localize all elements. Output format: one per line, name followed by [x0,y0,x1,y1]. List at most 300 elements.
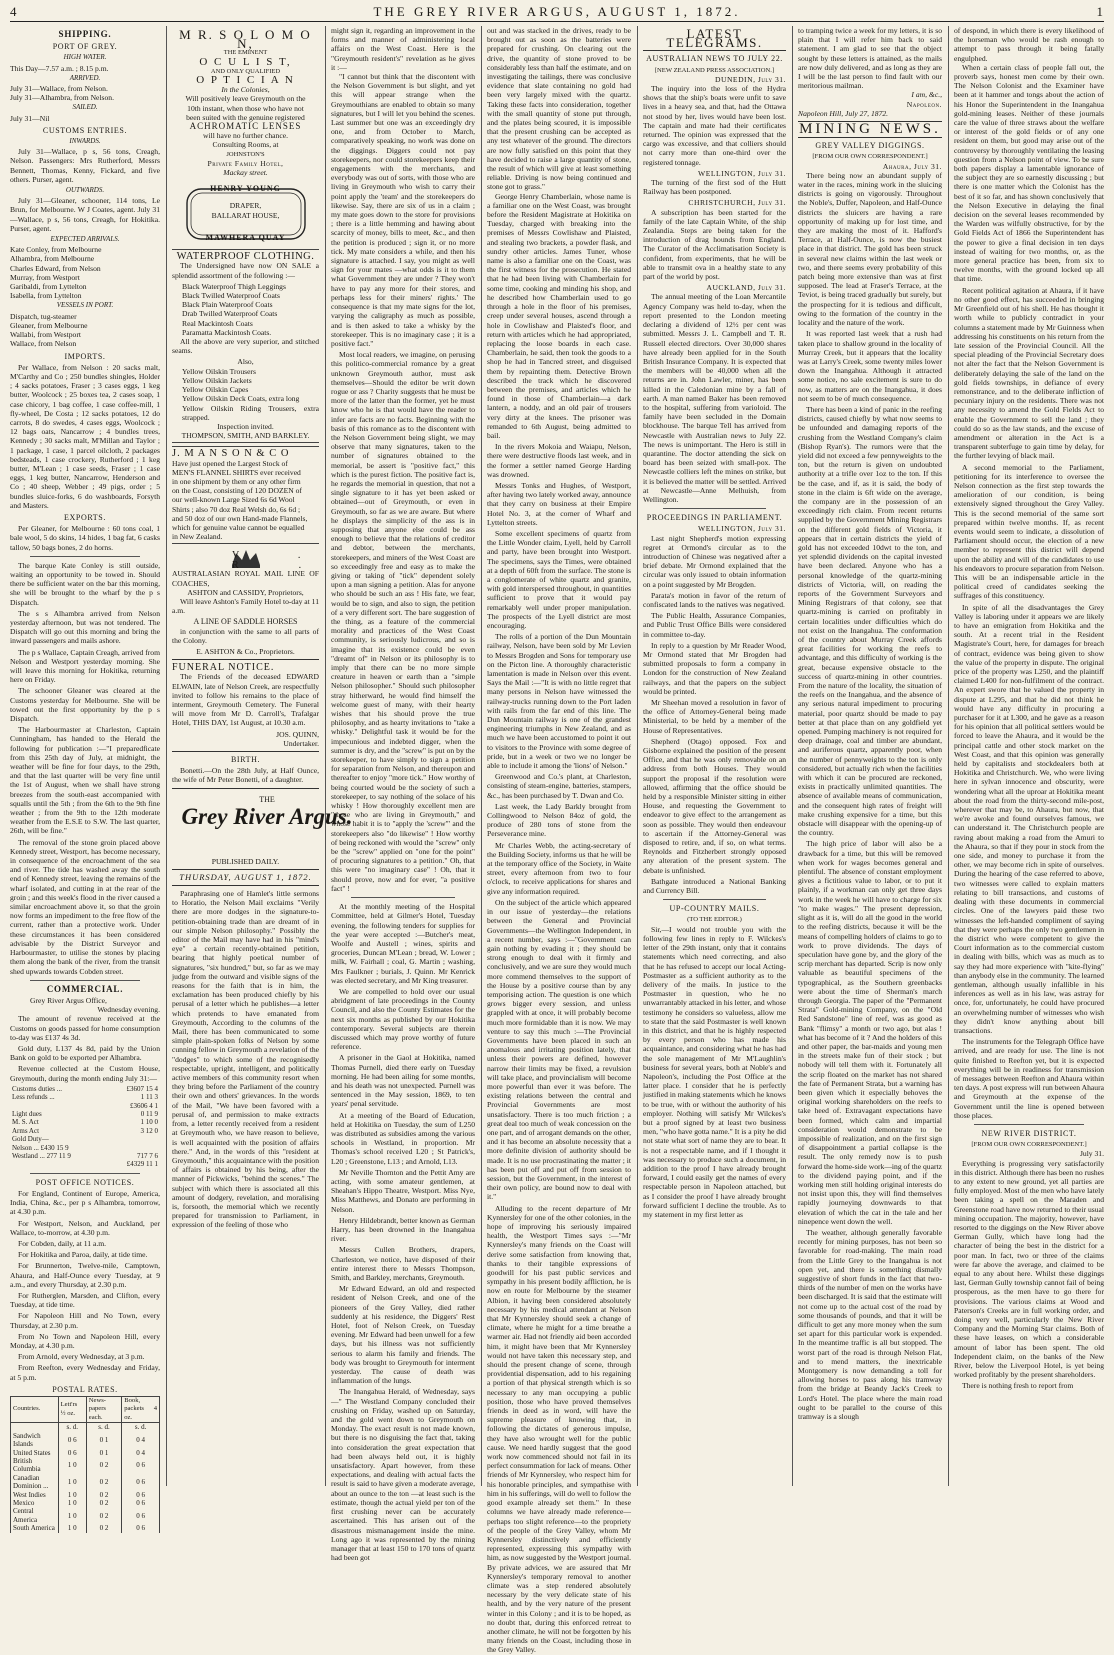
saddle-text: in conjunction with the same to all parts of the Colony. [172,626,319,645]
manson-line: and 50 doz of our own Hand-made Flannels, [172,513,308,523]
imports-heading: IMPORTS. [64,351,106,361]
optician-hotel: Private Family Hotel, [207,158,284,168]
postal-header-cell: Countries. [11,1397,59,1423]
expected-item: Garibaldi, from Lyttelton [10,282,87,292]
optician-oculist: O C U L I S T, [199,55,292,68]
post-notice: From Arnold, every Wednesday, at 3 p.m. [18,1352,145,1362]
optician-optician: O P T I C I A N [196,74,295,87]
column-6 [798,26,942,1488]
news-para: out and was stacked in the drives, ready to be brought out as soon as the batteries were prepared for crushing. On clearing out the drive, the quantity of stone proved to be considerably less than half the estimate, and on investigating the tailings, there was conclusive evidence that slate containing no gold had been very largely mixed with the quartz. Taking these facts into consideration, together with the small quantity of stone put through, and the plates being scoured, it is impossible that the present crushing can be accepted as any test whatever of the ground. The directors are now fully satisfied on this point that they have decided to raise a large quantity of stone, the result of which will give at least something reliable. Driving is now being continued and stone got to grass." [487,26,631,192]
outwards-text: July 31—Gleaner, schooner, 114 tons, Le Brun, for Melbourne. W J Coates, agent. July 31—Wallace, p s, 56 tons, Creagh, for Hokitika. Purser, agent. [10,196,160,233]
funeral-notice [172,663,319,748]
revenue-row [10,1085,160,1093]
port-heading: PORT OF GREY. [52,42,118,52]
optician-consulting: Consulting Rooms, at [212,140,279,150]
postal-row [11,1524,160,1532]
mining-correspondent: [FROM OUR OWN CORRESPONDENT.] [812,153,928,161]
nameplate-title: Grey River Argus. [181,803,353,829]
postal-unit-cell: s. d. [86,1423,121,1432]
postal-cell: United States [11,1449,59,1457]
column-rule [637,26,638,1486]
postal-header-cell: News-papers each. [86,1397,121,1423]
stamp-top-text: HENRY YOUNG [210,184,281,194]
column-rule [792,26,793,1486]
revenue-item: Arms Act [12,1126,40,1135]
news-para: Mr Neville Thornton and the Pettit Amy are acting, with some amateur gentlemen, at Sheahan's Hippo Theatre, Westport. Miss Nye, Miss Matthews, and Donato are performing in Nelson. [331,1167,475,1214]
outwards-label: OUTWARDS. [65,186,105,195]
waterproof-item: Yellow Oilskin Trousers [182,366,256,376]
revenue-item: Customs duties ... [12,1084,62,1093]
news-para: Greenwood and Co.'s plant, at Charleston, consisting of steam-engine, batteries, stampers, &c., has been purchased by T. Dwan and Co. [487,772,631,800]
manson-line: our well-known Large Sized 6s 6d Wool [172,495,295,505]
inwards-label: INWARDS. [69,137,101,146]
arrival-item: July 31—Alhambra, from Nelson. [10,93,114,103]
telegram-text: The inquiry into the loss of the Hydra shows that the ship's boats were unfit to save lives in a heavy sea, and that, had the Ottawa not stood by her, lives would have been lost. The captain and mate had their certificates returned. The opinion was expressed that the cargo was excessive, and that colliers should not carry more than one-third over the registered tonnage. [643,84,786,167]
waterproof-item: Black Twilled Waterproof Coats [182,291,280,301]
divider [30,1173,140,1174]
postal-cell: 0 2 [86,1474,121,1491]
telegram-place: WELLINGTON, July 31. [698,168,786,178]
divider [663,899,766,900]
postal-cell: 0 2 [86,1507,121,1524]
masthead-title: THE GREY RIVER ARGUS, AUGUST 1, 1872. [373,4,741,19]
news-para: At the monthly meeting of the Hospital Committee, held at Gilmer's Hotel, Tuesday evening, the following tenders for supplies for the year were accepted :—Butcher's meat, Woolfe and Austell ; wines, spirits and groceries, Duncan M'Lean ; bread, W. Lower ; milk, W. Fairhall ; coal, G. Martin ; washing, Mrs Faulkner ; burials, J. Quinn. Mr Kenrick was elected secretary, and Mr King treasurer. [331,902,475,985]
postal-unit-cell: s. d. [122,1423,160,1432]
news-para: We are compelled to hold over our usual abridgment of late proceedings in the County Council, and also the County Estimates for the next six months as published by our Hokitika contemporary. Several subjects are therein discussed which may prove worthy of future reference. [331,986,475,1052]
expected-label: EXPECTED ARRIVALS. [50,235,120,244]
news-para: The Inangahua Herald, of Wednesday, says—" The Westland Company concluded their crushing on Friday, washed up on Saturday, and the gold went down to Greymouth on Monday. The exact result is not made known, but there is no disguising the fact that, taking into consideration the great expectation that had been always held out, it is highly unsatisfactory. Apart however, from these expectations, and dealing with actual facts the result is said to have given a moderate average, about an ounce to the ton —at least such is the estimate, though the actual yield per ton of the first crushing never can be accurately ascertained. This has arisen out of the disastrous mismanagement inside the mine. Long ago it was represented by the mining manager that at least 150 to 170 tons of quartz had been got [331,1387,475,1563]
postal-cell: 0 6 [122,1491,160,1499]
postal-cell: 1 0 [58,1499,86,1507]
in-port-label: VESSELS IN PORT. [56,301,114,310]
postal-units-row [11,1423,160,1432]
telegrams-heading: LATEST TELEGRAMS. [666,26,763,51]
news-para: On the subject of the article which appeared in our issue of yesterday—the relations between the General and Provincial Governments—the Wellington Independent, in a recent number, says :—"Government can gain nothing by evading it ; they should be strong enough to deal with it firmly and conclusively, and we are sure they would much more commend themselves to the support of the House by a positive course than by any temporising action. The question is one which grows bigger every session, and unless grappled with at once, it will probably become much more formidable than it is now. We may venture to say this much :—The Provincial Governments have been placed in such an anomalous and irritating position lately, that unless their powers are defined, however narrow their limits may be fixed, a revulsion will take place, and provincialism will become more powerful than ever it was before. The existing relations between the central and Provincial Governments are most unsatisfactory. There is too much friction ; a great deal too much of weak concession on the one part, and of arrogant demands on the other, and it has become an absolute necessity that a more definite division of authority should be made. It is no use procrastinating the matter ; it has been put off and put off from session to session, but the Government, in the interest of their own policy, are bound now to deal with it." [487,897,631,1202]
news-para: In the rivers Mokoia and Waiapu, Nelson, there were destructive floods last week, and in the former a settler named George Harding was drowned. [487,442,631,479]
manson-line: which for genuine value cannot be equalled [172,522,305,532]
waterproof-item: Paramatta Mackintosh Coats. [182,327,272,337]
waterproof-note: All the above are very superior, and stitched seams. [172,337,319,356]
saddle-title: A LINE OF SADDLE HORSES [193,617,298,627]
news-para: Messrs Cullen Brothers, drapers, Charleston, we notice, have disposed of their entire interest there to Messrs Thompson, Smith, and Barkley, merchants, Greymouth. [331,1245,475,1283]
news-para: The rolls of a portion of the Dun Mountain railway, Nelson, have been sold by Mr Levien to Messrs Brogden and Sons for temporary use on the Picton line. A thoroughly characteristic lamentation is made in Nelson over this event. Says the Mail :—"It is with no little regret that many persons in Nelson have witnessed the railway-trucks running down to the Port laden with rails from the far end of this line. The Dun Mountain railway is one of the grandest engineering triumphs in New Zealand, and as much we have been accustomed to point it out to visitors to the Province with some degree of pride, but in a week or two we no longer be able to include it among the 'lions' of Nelson." [487,632,631,771]
telegrams-subheading: AUSTRALIAN NEWS TO JULY 22. [646,54,783,64]
sailed-item: July 31—Nil [10,113,50,123]
in-port-item: Wallace, from Nelson [10,339,77,349]
published-daily: PUBLISHED DAILY. [211,856,280,866]
birth-text: Bonetti.—On the 28th July, at Half Ounce, the wife of Mr Peter Bonetti, of a daughter. [172,766,319,785]
revenue-row [10,1110,160,1118]
revenue-amount: 1 11 3 [140,1093,158,1102]
mails-letter: Sir,—I would not trouble you with the following few lines in reply to F. Wilckes's letter of the 29th instant, only that it contains statements which need correcting, and also that he has refused to accept our local Acting-Postmaster as a sufficient authority as to the delivery of the mails. In justice to the Postmaster in question, who he no unwarrantably attacked in his letter, and whose testimony he considers so valueless, allow me to state that the said Postmaster is well known in this district, and that he is highly respected by every person who has made his acquaintance, and considering what he has had the sole management of Mr M'Laughlin's business for several years, both at Noble's and Napoleon's, including the Post Office at the latter place. I consider that he is perfectly justified in making statements which he knows to be true, with or without the authority of his employer. Nothing will satisfy Mr Wilckes's but a proof signed by at least two business men, "who have gotta name." It is a pity he did not state what sort of name they are to bear. It is not a respectable name, and if I thought it was necessary to produce such a document, in addition to the proof I have already brought forward, I could easily get the names of every respectable person in Napoleon attached, but as I consider the proof I have already brought forward sufficient I decline the trouble. As to my statement in my first letter as [643,924,786,1219]
manson-title: J. M A N S O N & C O [172,448,290,460]
arrival-item: July 31—Wallace, from Nelson. [10,84,108,94]
sailed-label: SAILED. [72,103,98,112]
parliament-heading: PROCEEDINGS IN PARLIAMENT. [646,513,783,523]
optician-lenses: ACHROMATIC LENSES [189,121,302,132]
mining-para: Recent political agitation at Ahaura, if it have no other good effect, has succeeded in bringing Mr Greenfield out of his shell. He has thought it worth while to publicly contradict in your columns a statement made by Mr Guinness when addressing his constituents on his return from the late session of the Provincial Council. All the special pleading of the Provincial Secretary does not alter the fact that the Nelson Government is deliberately delaying the sale of the land on the gold fields townships, in defiance of every remonstrance, and to the deliberate infliction of pecuniary injury on the residents. There was not any necessity to amend the Gold Fields Act to enable the Government to sell the land ; they could do so as the law stands, and the excuse of amendment or alteration in the Act is a transparent subterfuge to gain time by delay, for the further levying of black mail. [954,285,1104,461]
mining-para: of despond, in which there is every likelihood of the horseman who would be rash enough to attempt to pass through it being fatally engulphed. [954,26,1104,63]
commercial-para: Revenue collected at the Custom House, Greymouth, during the month ending July 31:— [10,1064,160,1083]
news-para: Messrs Tonks and Hughes, of Westport, after having two lately worked away, announce that they carry on business at their Empire Hotel No. 3, at the corner of Wharf and Lyttelton streets. [487,480,631,527]
editorial-para: "I cannot but think that the discontent with the Nelson Government is but slight, and yet this will appear strange when the Greymouthians are enabled to obtain so many signatures, but I will let you behind the scenes. Last summer but one was an exceedingly dry one, and from October to March, comparatively speaking, no work was done on the diggings. Diggers could not pay storekeepers, nor could storekeepers keep their engagements with the merchants, and everybody was out of sorts, with those who are living in Greymouth who wish to carry their point apply the 'team' and the storekeepers do likewise. Say, there are six of us in a claim ; my mate goes down to the store for provisions ; there is a little hemming and hawing about scarcity of money, bills to meet, &c., and then the petition is produced ; sign it, or no more tick. My mate considers a while, and then his signature is attached. I say, you might as well sign for your mates —what odds is it to them what Government they are under ? They won't have to pay any more for their stores, and perhaps less for their miners' rights.' The consequence is that my mate signs for the lot, varying the caligraphy as much as possible, and is then asked to take a whisky by the storekeeper. This is no imaginary case ; it is a positive fact." [331,72,475,348]
postal-cell: 0 6 [122,1474,160,1491]
postal-cell: Mexico [11,1499,59,1507]
parliament-para: Bathgate introduced a National Banking and Currency Bill. [643,876,786,896]
divider [172,885,319,886]
postal-cell: 0 4 [122,1449,160,1457]
editorial-para: Paraphrasing one of Hamlet's little sermons to Horatio, the Nelson Mail exclaims "Verily there are more dodges in the signature-to-petition-obtaining trade than are dreamt of in our simple Nelson philosophy." Possibly the editor of the Mail may have had in his "mind's eye" a certain recently-obtained petition, bearing that highly poetical number of signatures, "six hundred," but, so far as we may judge from the outward and visible signs of the reasons for the faith that is in him, the exclamation has been produced chiefly by his perusal of a letter which he publishes—a letter which pretends to have emanated from Greymouth, According to the columns of the Mail, there has been communicated to some simple plain-spoken folks of Nelson by some cunning fellow in Greymouth a revelation of the "dodges" to which some of the recognisedly respectable, upright, intelligent, and politically active members of this community resort when they bring before the Parliament of the country their own and others' grievances. In the words of the Mail, "We have been favored with a perusal of, and permission to make extracts from, a letter recently received from a resident at Greymouth who, we have reason to believe, is well acquainted with the position of affairs there." And, in the words of this "resident at Greymouth," this acquaintance with the position of affairs is obtained by his being, after the manner of Pickwicks, "behind the scenes." The subject with which there is associated all this amount of dodgery, revelation, and moralising is, forsooth, the memorial which we recently prepared for transmission to Parliament, in expression of the feeling of those who [172,889,319,1230]
manson-line: Shirts ; also 70 doz Real Welsh do, 6s 6d ; [172,504,301,514]
commercial-date: Wednesday evening. [97,1005,160,1015]
postal-cell: Sandwich Islands [11,1432,59,1449]
commercial-office: Grey River Argus Office, [30,995,107,1005]
postal-header-cell: Lett'rs ½ oz. [58,1397,86,1423]
mining-heading: MINING NEWS. [799,121,941,138]
nameplate-the: THE [259,794,275,804]
post-notice: For Cobden, daily, at 11 a.m. [18,1239,107,1249]
waterproof-item: Yellow Oilskin Jackets [182,375,252,385]
postal-cell: 0 6 [122,1507,160,1524]
new-river-correspondent: [FROM OUR OWN CORRESPONDENT.] [971,1141,1087,1149]
commercial-heading: COMMERCIAL. [46,983,124,994]
mining-para: It was reported last week that a rush had taken place to shallow ground in the locality of Murray Creek, but it appears that the locality was at Larry's Creek, some twenty miles lower down the Inangahua. Although it attracted some notice, no sale excitement is sure to do now, as matters are on the Inangahua, it does not seem to be of much consequence. [798,329,942,403]
postal-cell: 0 1 [86,1449,121,1457]
postal-row [11,1507,160,1524]
column-rule [166,26,167,1486]
revenue-item [10,1160,106,1168]
column-rule [325,26,326,1486]
postal-rates-table [10,1396,160,1533]
mining-para: There being now an abundant supply of water in the races, mining work in the sluicing districts is going on vigorously. Throughout the Noble's, Duffer, Napoleon, and Half-Ounce districts the sluicers are having a rare opportunity of making up for lost time, and they are making the most of it. Hafford's Terrace, at Half-Ounce, is now the busiest place in that district. The gold has been struck in several new claims within the last week or two, and there seems every probability of this patch being more extensive than was at first supposed. The lead at Fraser's Terrace, at the Teviot, is being traced gradually but surely, but the prospecting for it is tedious and difficult, owing to the formation of the country in the locality and the nature of the work. [798,170,942,328]
mining-para: The weather, although generally favorable recently for mining purposes, has not been so favorable for road-making. The main road from the Little Grey to the Inangahua is not open yet, and there is something dismally suggestive of short funds in the fact that two-thirds of the number of men on the works have been discharged. It is said that the estimate will not come up to the actual cost of the road by some thousands of pounds, and that it will be difficult to get any more money when the sum set apart for this particular work is expended. In the meantime traffic is all but stopped. The worst part of the road is through Nelson Flat, and to mend matters, the inextricable Montgomery is now demanding a toll for allowing horses to pass along his tramway from the bridge at Beandy Jack's Creek to Lord's Hotel. The place where the main road ought to be parallel to the course of this tramway is a slough [798,1228,942,1422]
postal-row [11,1457,160,1474]
stamp-mid2-text: BALLARAT HOUSE, [211,211,280,221]
telegram-text: A subscription has been started for the family of the late Captain White, of the ship Zealandia. Steps are being taken for the introduction of drag hounds from England. The Curator of the Acclimatisation Society is confident, from experiments, that he will be able to transmit ova in a healthy state to any part of the world by post. [643,207,786,282]
mining-subheading: GREY VALLEY DIGGINGS. [815,141,925,151]
optician-qualified: AND ONLY QUALIFIED [210,67,281,75]
postal-cell: 0 2 [86,1499,121,1507]
arrived-label: ARRIVED. [69,73,101,82]
parliament-para: Shepherd (Otago) opposed. Fox and Gisborne explained the position of the present Office, and that he was only removable on an address from both Houses. They would support the proposal if the resolution were allowed, affirming that the office should be held by a responsible Minister sitting in either House, and requesting the Government to endeavor to give effect to the arrangement as soon as possible. They would then endeavour to ascertain if the Attorney-General was disposed to retire, and, if so, on what terms. Reynolds and Fitzherbert strongly opposed any alteration of the present system. The debate is unfinished. [643,736,786,875]
coach-signature: E. ASHTON & Co., Proprietors. [196,646,295,656]
funeral-role: Undertaker. [283,738,319,748]
manson-line: in New Zealand. [172,532,223,542]
revenue-amount: 3 12 0 [140,1126,158,1135]
news-para: Mr Edward Edward, an old and respected resident of Nelson Creek, and one of the pioneers of the Grey Valley, died rather suddenly at his residence, the Diggers' Rest Hotel, foot of Nelson Creek, on Tuesday evening. Mr Edward had been unwell for a few days, but his illness was not sufficiently serious to alarm his family and friends. The body was brought to Greymouth for interment yesterday. The cause of death was inflammation of the lungs. [331,1284,475,1386]
mining-para: There has been a kind of panic in the reefing districts, caused chiefly by what now seems to be unfounded and damaging reports of the crushing from the Westland Company's claim (Bishop Ryan's). The rumors were that the yield did not exceed a few pennyweights to the ton, but the return is given on undoubted authority at a trifle over 1oz to the ton. If this be the case, and if, as it is said, the body of stone in the claim is 6ft wide on the average, the company are in the possession of an exceedingly rich claim. From recent returns supplied by the Government Mining Registrars on the different gold fields of Victoria, it appears that in certain districts the yield of gold has not exceeded 10dwt to the ton, and yet splendid dividends on the capital invested have been declared. Anyone who has a personal knowledge of the quartz-mining districts of Victoria, will, on reading the reports of the Government Surveyors and Mining Registrars of that colony, see that quartz-mining is carried on profitably in certain localities under difficulties which do not exist on the Inangahua. The conformation of the country about Murray Creek affords great facilities for working the reefs to advantage, and this difficulty of working is the great, because expensive obstacle to the success of quartz-mining in other countries. From the nature of the locality, the situation of the reefs on the Inangahua, and the absence of any serious natural impediment to procuring material, poor quartz should be made to pay better at that place than on any goldfield yet opened. Pumping machinery is not required for deep drainage, coal and timber are abundant, and auriferous quartz, apparently poor, when the number of pennyweights to the ton is only considered, but actually rich when the facilities with which it can be procured are reckoned, exists in practically unlimited quantities. The absence of available means of communication, and the consequent high rates of freight will make crushing expensive for a time, but this obstacle will disappear with the opening-up of the country. [798,404,942,838]
revenue-amount: 0 11 9 [140,1109,158,1118]
parliament-para: The Public Health, Assurance Companies, and Public Trust Office Bills were considered in committee to-day. [643,611,786,639]
postal-header-row [11,1397,160,1423]
revenue-item [10,1102,106,1110]
postal-cell: 0 6 [122,1524,160,1532]
waterproof-item: Yellow Oilskin Riding Trousers, extra strapped. [182,403,319,422]
divider [172,788,319,789]
postal-cell: 0 2 [86,1524,121,1532]
mails-signature: Napoleon. [906,99,942,109]
waterproof-item: Yellow Oilskin Deck Coats, extra long [182,394,300,404]
divider [663,508,766,509]
optician-further: will have no further chance. [203,131,288,141]
waterproof-title: WATERPROOF CLOTHING. [176,251,315,263]
shipping-report: The p s Wallace, Captain Creagh, arrived from Nelson and Westport yesterday morning. She will leave this morning for Hokitika, returning here on Friday. [10,647,160,685]
mining-place: Ahaura, July 31. [882,161,942,171]
shipping-report: The schooner Gleaner was cleared at the Customs yesterday for Melbourne. She will be towed out the first opportunity by the p s Dispatch. [10,686,160,724]
revenue-row [10,1102,160,1110]
in-port-item: Gleaner, from Melbourne [10,320,88,330]
in-port-item: Dispatch, tug-steamer [10,311,77,321]
mails-date: Napoleon Hill, July 27, 1872. [798,108,889,118]
masthead-rule [10,21,1104,22]
stamp-bottom-text: MAWHERA QUAY [205,233,286,243]
postal-cell: 0 6 [58,1449,86,1457]
parliament-para: Last night Shepherd's motion expressing regret at Ormond's circular as to the introduction of Chinese was negatived after a brief debate. Mr Ormond explained that the circular was only issued to obtain information on a point suggested by Mr Brogden. [643,533,786,589]
telegram-place: AUCKLAND, July 31. [706,283,786,293]
column-rule [948,26,949,1486]
postal-cell: 0 6 [58,1432,86,1449]
telegram-place: CHRISTCHURCH, July 31. [688,198,786,208]
optician-name: M R. S O L O M O N, [179,27,312,52]
stamp-mid1-text: DRAPER, [229,201,262,211]
divider [172,751,319,752]
mining-para: In spite of all the disadvantages the Grey Valley is laboring under it appears we are likely to have an emigration from Hokitika and the south. At a recent trial in the Resident Magistrate's Court, here, for damages for breach of contract, evidence was being given to show the value of the property in dispute. The original price of the property was L250, and the plaintiff claimed L400 for non-fulfilment of the contract. An expert swore that he valued the property in dispute at L295, and that he did not think he would have any difficulty in procuring a purchaser for it at L300, and he gave as a reason for his opinion that all political settlers would be forced to leave the Ahaura, and it would be the principal cattle and other stock market on the West Coast, and that this opinion was generally held by capitalists and stockdealers both at Hokitika and Christchurch. We, who were living here in sylvan innocence and obscurity, were wondering what all the uproar at Hokitika meant about the road from the thirty-second mile-post, wherever that may be, to Ahaura, but now, that we're awoke and found ourselves famous, we can understand it. The Christchurch people are raving about making a road from the Amuri to the Ahaura, so that if they pour in stock from the one side, and money to purchase it from the other, we may become rich in spite of ourselves. During the hearing of the case referred to above, two witnesses were called to explain matters relating to bill transactions, and customs of dealing with these documents in commercial circles. One of the lawyers paid these two witnesses the left-handed compliment of saying that they were perhaps the only two gentlemen in the district who were competent to give the Court information as to the commercial custom in dealing with bills, which was as much as to say they had more experience with "kite-flying" than anybody else in the community. The learned gentleman, although usually infallible in his inferences as well as in his law, was astray for once, for, unfortunately, he could have procured an overwhelming number of witnesses who wish they didn't know anything about bill transactions. [954,602,1104,1035]
post-notice: For Westport, Nelson, and Auckland, per Wallace, to-morrow, at 4.30 p.m. [10,1218,160,1237]
mining-para: A second memorial to the Parliament, petitioning for its interference to oversee the Nelson connection as the first step towards the amelioration of our condition, is being extensively signed throughout the Grey Valley. This is the second memorial of the same sort prepared within twelve months. If, as recent events would seem to indicate, a dissolution of Parliament should occur, the election of a new member to represent this district will depend upon the ability and will of the candidates to use his endeavors to procure separation from Nelson. This will be an indispensable article in the political creed of candidates seeking the suffrages of this constituency. [954,462,1104,601]
draper-stamp-logo [177,183,315,245]
postal-cell: 1 0 [58,1491,86,1499]
customs-heading: CUSTOMS ENTRIES. [42,125,128,135]
post-notice: From No Town and Napoleon Hill, every Monday, at 4.30 p.m. [10,1331,160,1351]
postal-cell: 0 2 [86,1457,121,1474]
column-4 [487,26,631,1655]
divider [30,556,140,557]
waterproof-item: Black Plain Waterproof Coats [182,300,273,310]
page-number-left: 4 [10,4,18,19]
postal-cell: West Indies [11,1491,59,1499]
telegram-text: The annual meeting of the Loan Mercantile Agency Company was held to-day, when the report presented to the London meeting declaring a dividend of 12½ per cent was submitted. Messrs J. L. Campbell and T. R. Russell elected directors. Over 30,000 shares have already been applied for in the South British Insurance Company. It is expected that the members will be 40,000 when all the returns are in. John Lawler, miner, has been killed in the Caledonian mine by a fall of earth. A man named Baker has been removed to the hospital, suffering from varioloid. The family have been secluded in the Domain blockhouse. The barque Tell has arrived from Newcastle with Australian news to July 22. The news is unimportant. The Hero is still in quarantine. The doctor attending the sick on board has been seized with small-pox. The Newcastle colliers left the mines on strike, but it is believed the matter will be settled. Arrived at Newcastle—Anne Melhuish, from Wellington. [643,292,786,504]
coach-ad [172,547,362,656]
royal-crest [172,547,362,571]
waterproof-item: Yellow Oilskin Capes [182,385,249,395]
waterproof-also: Also, [237,357,254,367]
postal-cell: 1 0 [58,1507,86,1524]
divider [798,137,942,138]
optician-colonies: In the Colonies, [221,85,270,95]
revenue-row [10,1152,160,1160]
revenue-item: Westland ... 277 11 9 [12,1151,71,1160]
revenue-amount: £3607 15 4 [126,1084,158,1093]
mails-heading: UP-COUNTRY MAILS. [669,904,760,914]
postal-row [11,1432,160,1449]
revenue-item: Less refunds ... [12,1093,55,1102]
press-association: [NEW ZEALAND PRESS ASSOCIATION.] [654,66,775,74]
expected-item: Kate Conley, from Melbourne [10,245,102,255]
edition-date: THURSDAY, AUGUST 1, 1872. [179,871,312,882]
news-para: At a meeting of the Board of Education, held at Hokitika on Tuesday, the sum of L250 was distributed as subsidies among the various schools in Westland, in proportion. Mr Thomas's school received L20 ; St Patrick's, L20 ; Greenstone, L13 ; and Arnold, L13. [331,1110,475,1166]
coach-title: AUSTRALASIAN ROYAL MAIL LINE OF COACHES, [172,569,319,588]
page-number-right: 1 [1096,4,1104,19]
new-river-heading: NEW RIVER DISTRICT. [981,1128,1077,1138]
postal-rates-heading: POSTAL RATES. [52,1384,118,1394]
manson-ad [172,446,319,544]
postal-cell: Canadian Dominion ... [11,1474,59,1491]
news-para: Henry Hildebrandt, better known as German Harry, has been drowned in the Inangahua river. [331,1215,475,1244]
exports-heading: EXPORTS. [64,512,106,522]
mining-para: When a certain class of people fall out, the proverb says, honest men come by their own. The Nelson Colonist and the Examiner have been at it hammer and tongs about the action of his Honor the Superintendent in the Inangahua gold-mining leases. Neither of these journals care the value of three straws about the welfare or interest of the gold fields or of any one resident on them, but good may arise out of the controversy by thoroughly ventilating the leasing question from a Nelson point of view. To be sure both papers display a lamentable ignorance of the subject they are so earnestly discussing ; but there is one matter which the Colonist has the best of it so far, and has shown conclusively that the Nelson Executive in delaying the final decision on the several leases recommended by the Warden was wilfully obstructive, for by the Gold Fields Act of 1866 the Superintendent has the power to give a final decision in ten days instead of waiting for two months, or, as the more general practice has been, from six to twelve months, with the ground locked up all that time. [954,62,1104,284]
shipping-report: The barque Kate Conley is still outside, waiting an opportunity to be towed in. Should there be sufficient water on the bar this morning, she will be brought to the wharf by the p s Dispatch. [10,560,160,607]
postal-unit-cell: s. d. [58,1423,86,1432]
new-river-para: There is nothing fresh to report from [962,1381,1074,1391]
postal-row [11,1449,160,1457]
post-notice: For Rutherglen, Marsden, and Clifton, every Tuesday, at tide time. [10,1291,160,1310]
news-para: Alluding to the recent departure of Mr Kynnersley for one of the other colonies, in the hope of improving his seriously impaired health, the Westport Times says :—"Mr Kynnersley's many friends on the Coast will derive some satisfaction from knowing that, thanks to their tangible expressions of goodwill for his past public services and sympathy in his present bodily affliction, he is now en route for Melbourne by the steamer Albion, it having been considered absolutely necessary by his medical attendant at Nelson that Mr Kynnersley should seek a change of climate, where he might for a time breathe a warmer air. Had not friendly aid been accorded him, it might have been that Mr Kynnersley would not have taken this necessary step, and should the present change of scene, through providential dispensation, add to his regaining a portion of that physical strength which is so necessary to any man occupying a public position, those who have proved themselves friends in deed as in word, will have the supreme pleasure of knowing that, in following the dictates of generous impulse, they have also wrought well for the public cause. We need hardly suggest that the good work now commenced should not fail in its perfect consummation for lack of means. Other friends of Mr Kynnersley, who respect him for his honorable principles, and sympathise with him in his sufferings, will do well to follow the good example already set them." In these columns we have already made reference—perhaps too slight reference—to the propriety of the people of the Grey Valley, whom Mr Kynnersley distinctively and efficiently represented, expressing this sympathy with him, as now suggested by the Westport journal. By private advices, we are assured that Mr Kynnersley's temporary removal to another climate was a step rendered absolutely necessary by the very delicate state of his health, and by the very nature of the present winter in this Colony ; and it is to be hoped, as no doubt that, during this enforced retreat to another climate, he will not be forgotten by his many friends on the Coast, including those in the Grey Valley. [487,1203,631,1655]
manson-line: on the Coast, consisting of 120 DOZEN of [172,486,302,496]
shipping-report: The Harbourmaster at Charleston, Captain Cunningham, has handed to the Herald the following for publication :—"I preparedficate from this 25th day of July, at midnight, the weather will be fine for four days, to the 29th, and that the last quarter will be very fine until the 1st of August, when we shall have strong breezes from the south-east accompanied with squalls until the 5th ; from the 6th to the 9th fine weather ; from the 9th to the 12th moderate weather from the E.S.E to S.W. The last quarter, 26th, will be fine." [10,725,160,836]
expected-item: Isabella, from Lyttelton [10,291,82,301]
inwards-text: July 31—Wallace, p s, 56 tons, Creagh, Nelson. Passengers: Mrs Rutherford, Messrs Bennett, Thomas, Kenny, Fickard, and five others. Purser, agent. [10,147,160,184]
mails-subheading: (TO THE EDITOR.) [687,916,742,924]
manson-line: Have just opened the Largest Stock of [172,458,288,468]
column-7 [954,26,1104,1488]
in-port-item: Wallabi, from Westport [10,330,81,340]
post-office-heading: POST OFFICE NOTICES. [35,1177,135,1187]
editorial-para: Most local readers, we imagine, on perusing this politico-commercial romance by a great unknown Greymouth author, must ask themselves—Should the editor be writ down rogue or ass ? Charity suggests that he must be more of the latter than the former, yet he must know who he is that would have the reader to infer are facts are no facts. Beginning with the basis of this romance as to the discontent with the Nelson Government being slight, we may observe that many signatures, taken to the number of signatures obtained to the memorial, be assert is "positive fact," this which is the purest fiction. The positive fact is, he regards the memorial in question, that not a single signature to it has yet been asked or obtained—out of Greymouth, or even in Greymouth, so far as we are aware. But where he displays the simplicity of the ass is in supposing that anyone else could be ass enough to believe that the relations of creditor and debtor, between the merchants, storekeepers, and miners of the West Coast are so exceedingly free and easy as to make the giving or taking of "tick" dependent solely upon a man signing a petition. Alas for anyone who should be such an ass ! His fate, we fear, would be to sign, and also to sign, the petition of a very different sort. The bare suggestion of the thing, as a feature of the commercial morality and practices of the West Coast community, is seriously ludicrous, and so is imagine that its existence could be even "dreamt of" in Nelson or its philosophy is to imply that there can be no more simple creature in heaven or earth than a "simple Nelson philosopher." Should such philosopher stray hitherward, he would find himself the welcome guest of many, with their hearty wishes that his should prove the true philosophy, and as hearty invitations to "take a whisky." Delightful task it would be for the impecunious and indebted digger, when the summer is dry, and the "screw" is put on by the storekeeper, to have simply to sign a petition for separation from Nelson, and thereupon and thereafter to enjoy "more tick." How worthy of being courted would be the society of such a storekeeper, to say nothing of the solace of his whisky ! How thoroughly excellent men are "those who are living in Greymouth," and whose habit it is to "apply the 'screw'" and the storekeepers also "do likewise" ! How worthy of being reckoned with would the "screw" only be the "screw" applied on "one for the point" of procuring signatures to a petition." Oh, that this were "no imaginary case" ! Oh, that it should prove, now and for ever, "a positive fact" ! [331,350,475,893]
news-para: Last week, the Lady Barkly brought from Collingwood to Nelson 84oz of gold, the produce of 280 tons of stone from the Perseverance mine. [487,801,631,839]
exports-text: Per Gleaner, for Melbourne : 60 tons coal, 1 bale wool, 5 do skins, 14 hides, 1 bag fat, 6 casks tallow, 50 bags bones, 2 do horns. [10,524,160,552]
manson-line: MEN'S FLANNEL SHIRTS ever received [172,467,301,477]
divider [172,869,319,870]
waterproof-item: Real Mackintosh Coats [182,318,253,328]
revenue-item: Nelson ... £430 15 9 [12,1143,69,1152]
commercial-para: The amount of revenue received at the Customs on goods passed for home consumption to-day was £137 4s 3d. [10,1014,160,1042]
shipping-report: The s s Alhambra arrived from Nelson yesterday afternoon, but was not tendered. The Dispatch will go out this morning and bring the inward passengers and mails ashore. [10,608,160,646]
shipping-report: The removal of the stone groin placed above Kennedy street, Westport, has become necessary, in consequence of the encroachment of the sea and river. The tide has washed away the south end of Kennedy street, leaving the remains of the wharf isolated, and cutting in at the rear of the groin ; and this week's flood in the river caused a similar encroachment above it, so that the groin now forms an impediment to the free flow of the current, rather than a protective work. Under these circumstances it has been considered advisable by the District Surveyor and Harbourmaster, to utilise the stones by placing them along the bank of the river, from the transit shed upwards towards Cobden street. [10,837,160,976]
postal-cell: 0 4 [122,1432,160,1449]
postal-cell: South America [11,1524,59,1532]
column-5 [643,26,786,1488]
crest-letters: V. R. [232,550,362,571]
optician-johnstons: JOHNSTON'S [226,150,265,158]
revenue-amount [106,1144,160,1152]
telegram-text: The turning of the first sod of the Hutt Railway has been postponed. [643,178,786,197]
waterproof-invite: Inspection invited. [217,421,274,431]
revenue-amount: £3606 4 1 [130,1101,158,1110]
waterproof-intro: The Undersigned have now ON SALE a splendid assortment of the following :— [172,261,319,280]
birth-notice [172,755,319,785]
revenue-item: Gold Duty— [12,1135,49,1144]
imports-text: Per Wallace, from Nelson : 20 sacks malt, M'Carthy and Co ; 250 bundles shingles, Holder ; 4 sacks potatoes, Fraser ; 3 cases eggs, 1 keg butter, Woolcock ; 25 boxes tea, 2 cases soap, 1 case chicory, 1 bag coffee, 1 case coffee-mill, 1 fly-wheel, De Costa ; 12 sacks potatoes, 12 do carrots, 8 do swedes, 4 cases eggs, Woolcock ; 12 bags oats, Nancarrow ; 4 bundles trees, Kennedy ; 30 sacks malt, M'Millan and Taylor ; 1 package, 1 case, 1 parcel oilcloth, 2 packages bedsteads, 1 case crockery, Rutherford ; 1 keg butter, M'Lean ; 1 case seeds, Fraser ; 1 case eggs, 1 keg butter, Nancarrow, Henderson and Co ; 40 sheep, Webber ; 49 pigs, order ; 5 bundles sluice-forks, 6 do washboards, Forsyth and Masters. [10,362,160,510]
revenue-item: Light dues [12,1109,42,1118]
news-para: Some excellent specimens of quartz from the Little Wonder claim, Lyell, held by Carroll and party, have been brought into Westport. The specimens, says the Times, were obtained at a depth of 60ft from the surface. The stone is a conglomerate of white quartz and granite, with gold interspersed throughout, in quantities sufficient to prove that it would pay remarkably well under proper manipulation. The prospects of the Lyell district are most encouraging. [487,528,631,630]
postal-row [11,1499,160,1507]
mails-sign-off: I am, &c., [911,90,942,100]
funeral-title: FUNERAL NOTICE. [172,662,275,674]
funeral-text: The Friends of the deceased EDWARD ELWAIN, late of Nelson Creek, are respectfully invited to follow his remains to the place of interment, Greymouth Cemetery. The Funeral will move from Mr D. Carroll's, Trafalgar Hotel, THIS DAY, 1st August, at 10.30 a.m. [172,672,319,728]
postal-cell: 1 0 [58,1457,86,1474]
post-notice: For Hokitika and Paroa, daily, at tide time. [18,1250,148,1260]
revenue-row [10,1127,160,1135]
postal-cell: Central America [11,1507,59,1524]
revenue-row [10,1118,160,1126]
revenue-row [10,1093,160,1101]
high-water-times: This Day—7.57 a.m. ; 8.15 p.m. [10,63,109,73]
postal-row [11,1491,160,1499]
postal-cell: 0 2 [86,1491,121,1499]
postal-cell: 0 6 [122,1457,160,1474]
optician-eminent: THE EMINENT [223,49,268,57]
revenue-row [10,1144,160,1152]
coach-owners: ASHTON and CASSIDY, Proprietors, [187,587,304,597]
column-3 [331,26,475,1563]
new-river-date: July 31. [1079,1149,1104,1159]
expected-item: Alhambra, from Melbourne [10,254,95,264]
postal-cell: 0 1 [86,1432,121,1449]
expected-item: Charles Edward, from Nelson [10,263,101,273]
mining-para: The instruments for the Telegraph Office have arrived, and are ready for use. The line is not quite finished to Reefton yet, but it is expected everything will be in readiness for transmission of messages between Reefton and Ahaura within ten days. A post express will run between Ahaura and Greymouth at the expense of the Government until the line is opened between those places. [954,1037,1104,1120]
postal-row [11,1474,160,1491]
postal-header-cell: Book, packets 4 oz. [122,1397,160,1423]
news-para: A prisoner in the Gaol at Hokitika, named Thomas Purnell, died there early on Tuesday morning. He had been ailing for some months, and his death was not unexpected. Purnell was sentenced in the May session, 1869, to ten years' penal servitude. [331,1053,475,1109]
divider [30,980,140,981]
parliament-para: Parata's motion in favor of the return of confiscated lands to the natives was negatived. [643,590,786,609]
parliament-para: In reply to a question by Mr Reader Wood, Mr Ormond stated that Mr Brogden had submitted proposals to form a company in London for the construction of New Zealand railways, and that the papers on the subject would be printed. [643,640,786,696]
waterproof-firm: THOMPSON, SMITH, AND BARKLEY. [181,431,310,441]
masthead [10,4,1104,20]
expected-item: Murray, from Westport [10,272,80,282]
parliament-place: WELLINGTON, July 31. [698,524,786,534]
postal-cell: 1 0 [58,1474,86,1491]
revenue-amount: 1 10 0 [140,1118,158,1127]
divider [974,1124,1084,1125]
postal-cell: 1 0 [58,1524,86,1532]
divider [643,50,786,51]
column-2 [172,26,362,1488]
revenue-table [10,1085,160,1169]
postal-cell: British Columbia [11,1457,59,1474]
news-para: George Henry Chamberlain, whose name is a familiar one on the West Coast, was brought before the Resident Magistrate at Hokitika on Tuesday, charged with breaking into the premises of Messrs Cowlishaw and Plaisted, and stealing two brackets, a powder flask, and sundry other articles. James Tuner, whose name is also a familiar one on the Coast, was the first witness for the prosecution. He stated that he had been living with Chamberlain for some time, cooking and minding his shop, and he described how Chamberlain used to go through a hole in the floor of his premises, creep under several houses, ascend through a hole in Cowlishaw and Plaisted's floor, and return with articles which he had appropriated, replacing the loose boards in each case. Chamberlain, he said, then took the goods to a shop he had in Tancred street, and disguised them by repainting them. Detective Brown described the track which he discovered between the premises, and articles which he found in those of Chamberlain—a dark lantern, a noddy, and an old pair of trousers very dirty at the knees. The prisoner was remanded to 6th August, being admitted to bail. [487,191,631,440]
waterproof-ad [172,249,319,443]
revenue-amount: 717 7 6 [137,1151,158,1160]
new-river-para: Everything is progressing very satisfactorily in this district. Although there has been no rushes to any extent to new ground, yet all parties are fully employed. Most of the men who have lately been taking a spell on the Maraden and Greenstone road have now returned to their usual mining occupation. The majority, however, have resorted to the diggings on the New River above German Gully, which have long had the character of being the best in the district for a poor man. In fact, two or three of the claims were far above the average, and claimed to be equal to any about here. Whilst these diggings last, German Gully township cannot fail of being prosperous, as the men have to go there for provisions. The various claims at Wood and Paterson's Creeks are in full working order, and doing very well, particularly the New River Company and the Morning Star claims. Both of these have leases, on which a considerable amount of labor has been spent. The old Independent claim, on the banks of the New River, below the Liverpool Hotel, is yet being worked profitably by the present shareholders. [954,1158,1104,1380]
shipping-heading: SHIPPING. [58,29,112,39]
manson-line: in one shipment by them or any other firm [172,476,301,486]
commercial-para: Gold duty, L137 4s 8d, paid by the Union Bank on gold to be exported per Alhambra. [10,1043,160,1063]
revenue-amount [106,1135,160,1143]
revenue-row [10,1160,160,1168]
post-notice: For Brunnerton, Twelve-mile, Camptown, Ahaura, and Half-Ounce every Tuesday, at 9 a.m., and every Thursday, at 2.30 p.m. [10,1261,160,1289]
high-water-label: HIGH WATER. [63,53,107,62]
editorial-para: might sign it, regarding an improvement in the forms and manner of administering local affairs on the West Coast. Here is the "Greymouth resident's" revelation as he gives it :— [331,26,475,72]
revenue-amount: £4329 11 1 [126,1160,158,1169]
postal-unit-cell [11,1423,59,1432]
coach-text: Will leave Ashton's Family Hotel to-day at 11 a.m. [172,596,319,616]
postal-cell: 0 6 [122,1499,160,1507]
funeral-signature: JOS. QUINN, [276,729,319,739]
column-1 [10,26,160,1533]
post-notice: From Reefton, every Wednesday and Friday, at 5 p.m. [10,1363,160,1382]
optician-body: Will positively leave Greymouth on the 10th instant, when those who have not been suited with the genuine registered [185,94,306,122]
mails-letter-cont: to tramping twice a week for my letters, it is so plain that I will refer him back to said statement. I am glad to see that the object sought by these letters is attained, as the mails are now duly delivered, and as long as they are I will be the last person to find fault with our meritorious mailman. [798,26,942,91]
post-notice: For Napoleon Hill and No Town, every Thursday, at 2.30 p.m. [10,1311,160,1330]
divider [351,897,455,898]
news-para: Mr Charles Webb, the acting-secretary of the Building Society, informs us that he will be at the temporary office of the Society, in Waite street, every afternoon from two to four o'clock, to receive applications for shares and give any information required. [487,840,631,896]
revenue-item: M. S. Act [12,1118,39,1127]
optician-street: Mackay street. [223,168,268,178]
post-notice: For England, Continent of Europe, America, India, China, &c., per p s Alhambra, tomorrow, at 4.30 p.m. [10,1189,160,1217]
parliament-para: Mr Sheehan moved a resolution in favor of the office of Attorney-General being made Ministerial, to be held by a member of the House of Representatives. [643,698,786,735]
column-rule [481,26,482,1486]
